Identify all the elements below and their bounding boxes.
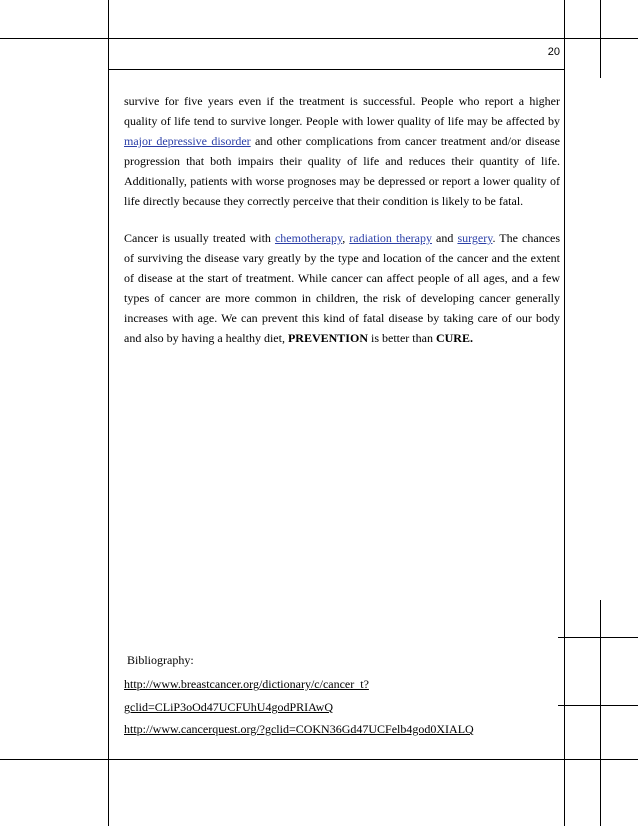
link-surgery[interactable]: surgery — [457, 231, 493, 245]
paragraph-quality-of-life — [124, 91, 560, 211]
bibliography-link-cancerquest[interactable]: http://www.cancerquest.org/?gclid=COKN36Gd47UCFelb4god0XIALQ — [124, 722, 474, 736]
link-chemotherapy[interactable]: chemotherapy — [274, 231, 343, 245]
link-radiation-therapy[interactable]: radiation therapy — [349, 231, 432, 245]
border-right-outer-line — [600, 0, 601, 78]
link-major-depressive-disorder[interactable]: major depressive disorder — [124, 134, 251, 148]
margin-rule-line-lower — [558, 705, 638, 706]
bibliography-link-breastcancer[interactable]: http://www.breastcancer.org/dictionary/c/cancer_t? — [124, 677, 369, 691]
paragraph-treatment — [124, 228, 560, 348]
page-number: 20 — [547, 46, 560, 58]
paragraph2-text-between: is better than — [367, 331, 436, 345]
bold-cure: CURE. — [435, 331, 473, 345]
border-top-line — [0, 38, 638, 39]
margin-rule-line-upper — [558, 637, 638, 638]
paragraph1-text: survive for five years even if the treatment is successful. People who report a higher quality of life tend to survive longer. People with lower quality of life may be affected by — [124, 94, 560, 128]
bibliography-link-breastcancer-gclid[interactable]: gclid=CLiP3oOd47UCFUhU4godPRIAwQ — [124, 700, 334, 714]
border-right-lower-line — [600, 600, 601, 826]
paragraph1-text-after: and other complications from cancer treatment and/or disease progression that both impairs their quality of life and reduces their quantity of life. Additionally, patients with worse prognoses may be depressed or report a lower quality of life directly because they correctly perceive that their condition is likely to be fatal. — [124, 134, 561, 208]
bibliography-heading: Bibliography: — [127, 653, 194, 667]
bold-prevention: PREVENTION — [287, 331, 368, 345]
paragraph2-separator-2: and — [431, 231, 458, 245]
header-rule-line — [108, 69, 564, 70]
border-right-line — [564, 0, 565, 826]
border-left-line — [108, 0, 109, 826]
paragraph2-text-middle: . The chances of surviving the disease vary greatly by the type and location of the cancer and the extent of disease at the start of treatment. While cancer can affect people of all ages, and a few types of cancer are more common in children, the risk of developing cancer generally increases with age. We can prevent this kind of fatal disease by taking care of our body and also by having a healthy diet, — [124, 231, 561, 345]
paragraph2-separator-1: , — [342, 231, 350, 245]
paragraph2-text-start: Cancer is usually treated with — [124, 231, 275, 245]
border-bottom-line — [0, 759, 638, 760]
